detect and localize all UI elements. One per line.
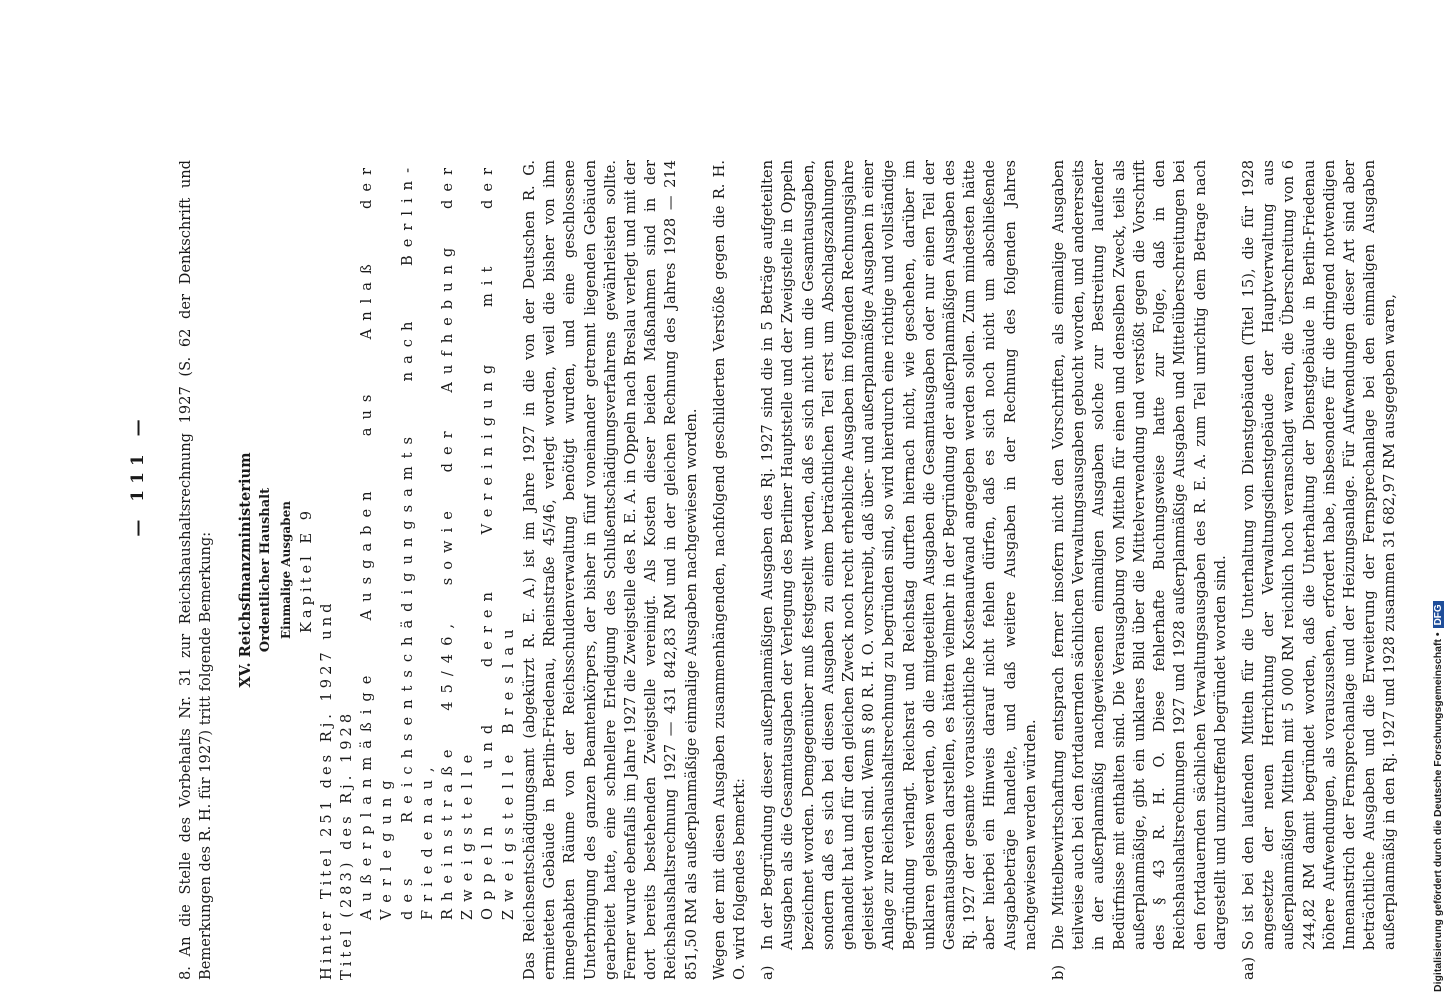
digitization-stamp-text: Digitalisierung gefördert durch die Deutsche Forschungsgemeinschaft • [1432, 632, 1444, 992]
paragraph-intro-remarks: Wegen der mit diesen Ausgaben zusammenhängenden, nachfolgend geschilderten Verstöße gegen die R. H. O. wird folgendes bemerkt: [710, 160, 749, 980]
expenses-heading: Einmalige Ausgaben [279, 501, 294, 639]
item-aa-label: aa) [1239, 956, 1257, 980]
subject-line: Außerplanmäßige Ausgaben aus Anlaß der Verlegung [358, 160, 396, 920]
intro-paragraph: 8. An die Stelle des Vorbehalts Nr. 31 zur Reichshaushaltsrechnung 1927 (S. 62 der Denkschrift und Bemerkungen des R. H. für 1927) tritt folgende Bemerkung: [177, 160, 215, 980]
item-b-label: b) [1050, 964, 1068, 980]
subject-line: des Reichsentschädigungsamts nach Berlin-Friedenau, [398, 160, 436, 920]
page-number: — 111 — [128, 413, 148, 537]
item-b-text: Die Mittelbewirtschaftung entsprach ferner insofern nicht den Vorschriften, als einmalige Ausgaben teilweise auch bei den fortdauernden sächlichen Verwaltungsausgaben gebucht worden, und andererseits in der außerplanmäßig nachgewiesenen einmaligen Ausgaben solche zur Bestreitung laufender Bedürfnisse mit enthalten sind. Die Verausgabung von Mitteln für einen und denselben Zweck, teils als außerplanmäßige, gibt ein unklares Bild über die Mittelverwendung und verstößt gegen die Vorschrift des § 43 R. H. O. Diese fehlerhafte Buchungsweise hatte zur Folge, daß in den Reichshaushaltsrechnungen 1927 und 1928 außerplanmäßige Ausgaben und Mittelüberschreitungen bei den fortdauernden sächlichen Verwaltungsausgaben des R. E. A. zum Teil unrichtig dem Betrage nach dargestellt und unzutreffend begründet worden sind. [1050, 160, 1229, 950]
ministry-heading: XV. Reichsfinanzministerium [237, 452, 254, 688]
chapter-heading: Kapitel E 9 [297, 507, 315, 633]
digitization-stamp-text-row [1428, 2, 1448, 992]
title-line-2: Titel (283) des Rj. 1928 [338, 709, 356, 980]
intro-block [176, 160, 216, 980]
heading-block [236, 160, 519, 980]
item-aa-text: So ist bei den laufenden Mitteln für die Unterhaltung von Dienstgebäuden (Titel 15), die für 1928 angesetzte der neuen Herrichtung der Verwaltungsdienstgebäude der Hauptverwaltung aus außerplanmäßigen Mitteln mit 5 000 RM reichlich hoch veranschlagt waren, die Überschreitung von 6 244,82 RM damit begründet worden, daß die Unterhaltung der Dienstgebäude in Berlin-Friedenau höhere Aufwendungen, als vorauszusehen, erfordert habe, insbesondere für die dringend notwendigen Innenanstrich der Fernsprechanlage und der Heizungsanlage. Für Aufwendungen dieser Art sind aber beträchtliche Ausgaben und die Erweiterung der Fernsprechanlage bei den einmaligen Ausgaben außerplanmäßig in den Rj. 1927 und 1928 zusammen 31 682,97 RM ausgegeben waren, [1239, 160, 1399, 950]
paragraph-main: Das Reichsentschädigungsamt (abgekürzt R. E. A.) ist im Jahre 1927 in die von der Deutschen R. G. ermieteten Gebäude in Berlin-Friedenau, Rheinstraße 45/46, verlegt worden, weil die bisher von ihm innegehabten Räume von der Reichsschuldenverwaltung benötigt wurden, und eine geschlossene Unterbringung des ganzen Beamtenkörpers, der bisher in fünf voneinander getrennt liegenden Gebäuden gearbeitet hatte, eine schnellere Erledigung des Schlußentschädigungsverfahrens gewährleisten sollte. Ferner wurde ebenfalls im Jahre 1927 die Zweigstelle des R. E. A. in Oppeln nach Breslau verlegt und mit der dort bereits bestehenden Zweigstelle vereinigt. Als Kosten dieser beiden Maßnahmen sind in der Reichshaushaltsrechnung 1927 — 431 842,83 RM und in der gleichen Rechnung des Jahres 1928 — 214 851,50 RM als außerplanmäßige einmalige Ausgaben nachgewiesen worden. [521, 160, 700, 980]
subject-heading [357, 160, 519, 980]
title-line-1: Hinter Titel 251 des Rj. 1927 und [317, 599, 335, 980]
item-a-text: In der Begründung dieser außerplanmäßigen Ausgaben des Rj. 1927 sind die in 5 Beträge aufgeteilten Ausgaben als die Gesamtausgaben der Verlegung des Berliner Hauptstelle und der Zweigstelle in Oppeln bezeichnet worden. Demgegenüber muß festgestellt werden, daß es sich nicht um die Gesamtausgaben, sondern daß es sich bei diesen Ausgaben zu einem beträchtlichen Teil erst um Abschlagszahlungen gehandelt hat und für den gleichen Zweck noch recht erhebliche Ausgaben im folgenden Rechnungsjahre geleistet worden sind. Wenn § 80 R. H. O. vorschreibt, daß über- und außerplanmäßige Ausgaben in einer Anlage zur Reichshaushaltsrechnung zu begründen sind, so wird hierdurch eine richtige und vollständige Begründung verlangt. Reichsrat und Reichstag durften hiernach nicht, wie geschehen, darüber im unklaren gelassen werden, ob die mitgeteilten Ausgaben die Gesamtausgaben oder nur einen Teil der Gesamtausgaben darstellen, es hätten vielmehr in der Begründung der außerplanmäßigen Ausgaben des Rj. 1927 der gesamte voraussichtliche Kostenaufwand angegeben werden sollen. Zum mindesten hätte aber hierbei ein Hinweis darauf nicht fehlen dürfen, daß es sich noch nicht um abschließende Ausgabebeträge handelte, und daß weitere Ausgaben in der Rechnung des folgenden Jahres nachgewiesen werden würden. [759, 160, 1039, 950]
digitization-stamp [1408, 0, 1444, 1000]
item-b [1049, 160, 1231, 980]
dfg-logo: DFG [1433, 601, 1444, 628]
budget-heading: Ordentlicher Haushalt [258, 487, 274, 653]
item-a [758, 160, 1041, 980]
rotated-page [100, 0, 1434, 1000]
subject-line: Oppeln und deren Vereinigung mit der Zweigstelle Breslau [479, 160, 517, 920]
subject-line: Rheinstraße 45/46, sowie der Aufhebung der Zweigstelle [439, 160, 477, 920]
page-frame [100, 0, 1434, 1000]
item-aa [1239, 160, 1401, 980]
body-block [520, 160, 1401, 980]
item-a-label: a) [759, 965, 777, 980]
